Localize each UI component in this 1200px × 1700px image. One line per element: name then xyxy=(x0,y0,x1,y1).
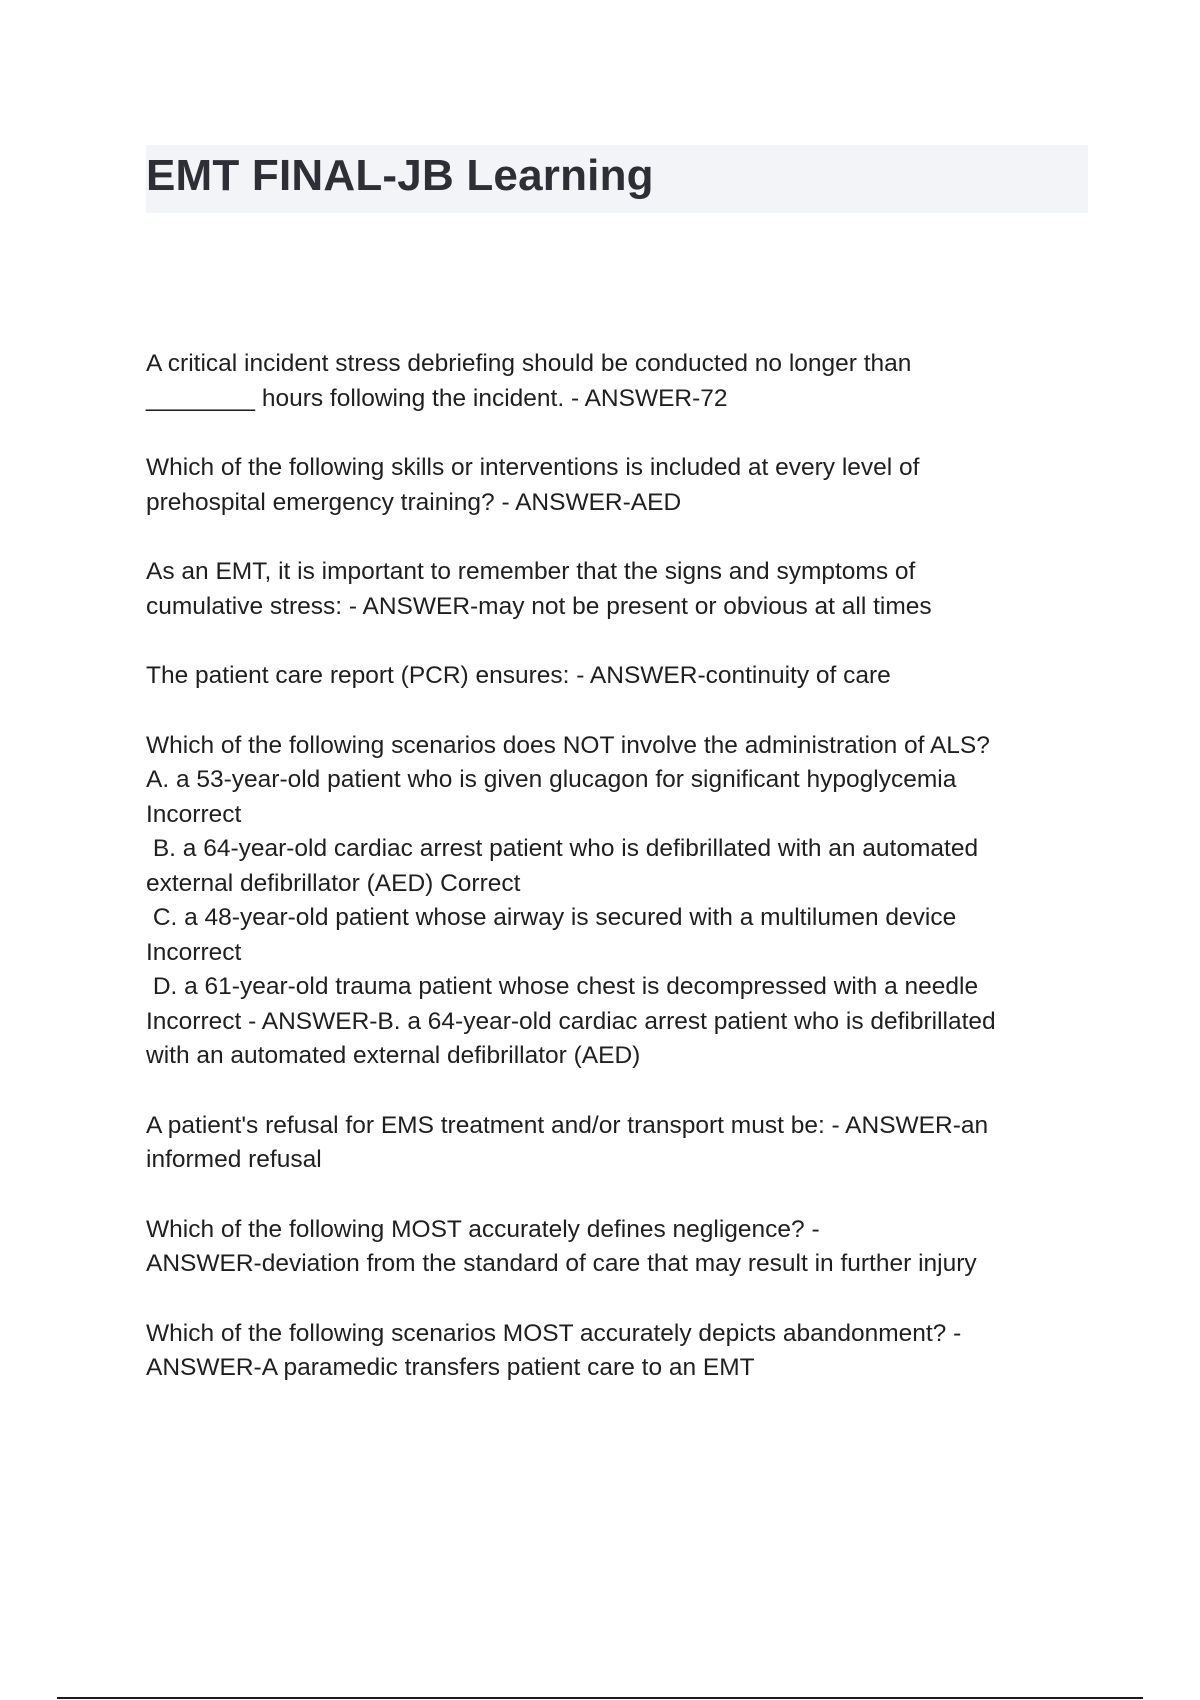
qa-item: As an EMT, it is important to remember that the signs and symptoms of cumulative stress: - ANSWER-may not be present or obvious at all times xyxy=(146,558,932,620)
qa-item: The patient care report (PCR) ensures: - ANSWER-continuity of care xyxy=(146,662,891,689)
qa-item: Which of the following MOST accurately defines negligence? - ANSWER-deviation from the standard of care that may result in further injury xyxy=(146,1215,977,1277)
qa-item: Which of the following scenarios MOST accurately depicts abandonment? - ANSWER-A paramedic transfers patient care to an EMT xyxy=(146,1319,962,1381)
qa-item: A patient's refusal for EMS treatment and/or transport must be: - ANSWER-an informed refusal xyxy=(146,1111,989,1173)
title-band xyxy=(146,145,1088,213)
qa-item: Which of the following scenarios does NOT involve the administration of ALS? A. a 53-year-old patient who is given glucagon for significant hypoglycemia Incorrect B. a 64-year-old cardiac arrest patient who is defibrillated with an automated external defibrillator (AED) Correct C. a 48-year-old patient whose airway is secured with a multilumen device Incorrect D. a 61-year-old trauma patient whose chest is decompressed with a needle Incorrect - ANSWER-B. a 64-year-old cardiac arrest patient who is defibrillated with an automated external defibrillator (AED) xyxy=(146,731,996,1069)
qa-item: Which of the following skills or interventions is included at every level of prehospital emergency training? - ANSWER-AED xyxy=(146,454,920,516)
document-title: EMT FINAL-JB Learning xyxy=(146,151,654,200)
qa-item: A critical incident stress debriefing should be conducted no longer than ________ hours following the incident. - ANSWER-72 xyxy=(146,350,912,412)
qa-list xyxy=(146,347,1076,1421)
page-bottom-divider xyxy=(57,1697,1143,1699)
